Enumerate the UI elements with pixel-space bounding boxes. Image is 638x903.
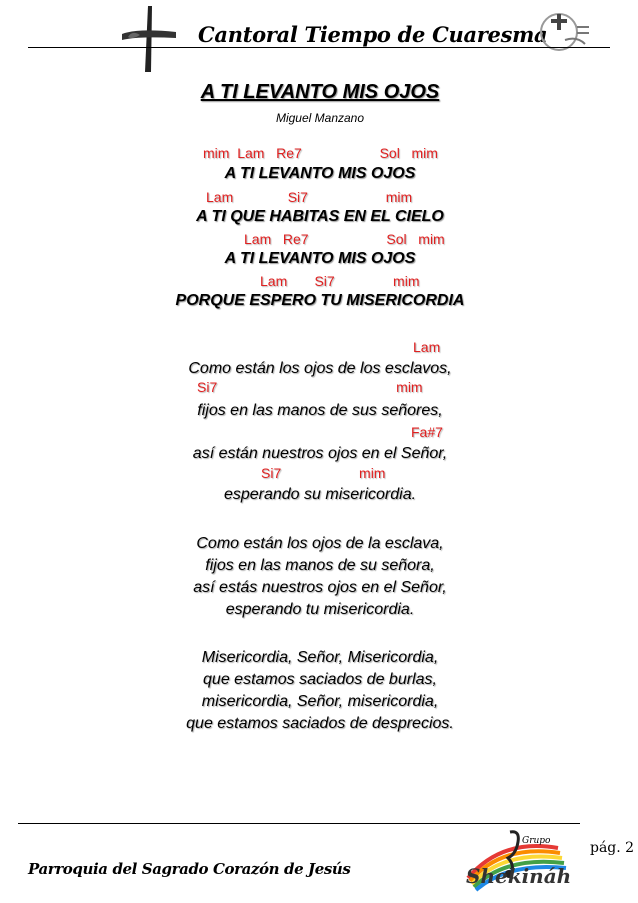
- chord-line: Lam Re7 Sol mim: [244, 231, 445, 247]
- song-title: A TI LEVANTO MIS OJOS: [200, 81, 440, 103]
- verse-lyric: esperando tu misericordia.: [225, 601, 415, 618]
- logo-group-label: Grupo: [522, 836, 551, 846]
- shekinah-logo: [462, 828, 572, 892]
- verse-lyric: que estamos saciados de desprecios.: [186, 715, 454, 732]
- verse-lyric: misericordia, Señor, misericordia,: [201, 693, 439, 710]
- chord-line: Lam Si7 mim: [260, 273, 420, 289]
- header-cross-logo: [118, 4, 178, 74]
- song-author: Miguel Manzano: [275, 111, 365, 125]
- chord-line: Si7 mim: [197, 379, 423, 395]
- verse-lyric: así estás nuestros ojos en el Señor,: [193, 579, 447, 596]
- verse-lyric: así están nuestros ojos en el Señor,: [192, 445, 448, 462]
- chorus-lyric: PORQUE ESPERO TU MISERICORDIA: [175, 292, 465, 309]
- header-title: Cantoral Tiempo de Cuaresma: [198, 22, 548, 47]
- logo-name: Shekináh: [466, 864, 572, 888]
- chord-line: Lam: [413, 339, 441, 355]
- chorus-lyric: A TI QUE HABITAS EN EL CIELO: [196, 208, 444, 225]
- header-decoration-icon: [537, 6, 593, 56]
- chord-line: Fa#7: [411, 424, 443, 440]
- chord-line: Lam Si7 mim: [206, 189, 413, 205]
- chorus-lyric: A TI LEVANTO MIS OJOS: [224, 250, 416, 267]
- chord-line: mim Lam Re7 Sol mim: [203, 145, 438, 161]
- page-number: pág. 2: [590, 840, 635, 856]
- verse-lyric: Misericordia, Señor, Misericordia,: [201, 649, 439, 666]
- verse-lyric: fijos en las manos de su señora,: [205, 557, 435, 574]
- chorus-lyric: A TI LEVANTO MIS OJOS: [224, 165, 416, 182]
- verse-lyric: fijos en las manos de sus señores,: [197, 402, 443, 419]
- chord-line: Si7 mim: [261, 465, 386, 481]
- verse-lyric: Como están los ojos de la esclava,: [196, 535, 444, 552]
- verse-lyric: que estamos saciados de burlas,: [203, 671, 437, 688]
- verse-lyric: Como están los ojos de los esclavos,: [188, 360, 452, 377]
- header-divider: [28, 47, 610, 48]
- verse-lyric: esperando su misericordia.: [223, 486, 417, 503]
- parish-name: Parroquia del Sagrado Corazón de Jesús: [28, 860, 351, 878]
- footer-divider: [18, 823, 580, 824]
